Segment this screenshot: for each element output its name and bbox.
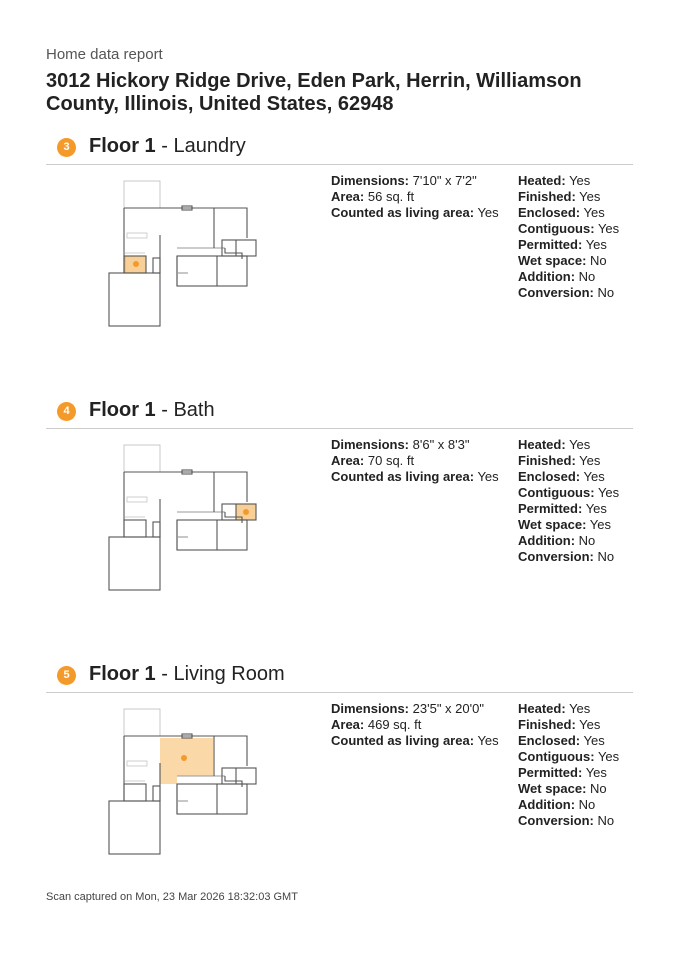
detail-label: Contiguous: — [518, 485, 595, 500]
detail-row — [518, 765, 619, 781]
detail-row — [331, 437, 499, 453]
floor-plan-image — [100, 701, 270, 861]
detail-row — [518, 485, 619, 501]
detail-value: No — [597, 549, 615, 564]
floor-label: Floor 1 — [89, 135, 156, 157]
detail-value: Yes — [585, 765, 607, 780]
detail-value: Yes — [569, 437, 591, 452]
detail-value: Yes — [583, 733, 605, 748]
detail-label: Contiguous: — [518, 749, 595, 764]
detail-label: Dimensions: — [331, 437, 410, 452]
detail-row — [518, 437, 619, 453]
detail-row — [518, 701, 619, 717]
detail-label: Contiguous: — [518, 221, 595, 236]
detail-label: Dimensions: — [331, 173, 410, 188]
detail-value: No — [590, 253, 607, 268]
detail-row — [518, 797, 619, 813]
detail-label: Area: — [331, 189, 365, 204]
detail-row — [331, 717, 499, 733]
report-title: Home data report — [46, 46, 163, 63]
room-name: Laundry — [173, 135, 246, 157]
detail-label: Heated: — [518, 173, 566, 188]
detail-row — [518, 717, 619, 733]
detail-label: Conversion: — [518, 813, 594, 828]
detail-row — [518, 781, 619, 797]
detail-label: Finished: — [518, 189, 576, 204]
detail-value: Yes — [579, 189, 601, 204]
detail-label: Area: — [331, 717, 365, 732]
room-heading — [89, 399, 215, 422]
section-divider — [46, 164, 633, 165]
room-name: Living Room — [173, 663, 285, 685]
heading-separator: - — [155, 135, 174, 157]
floor-label: Floor 1 — [89, 399, 156, 421]
detail-label: Wet space: — [518, 517, 587, 532]
detail-row — [518, 733, 619, 749]
detail-label: Permitted: — [518, 765, 583, 780]
detail-row — [331, 173, 499, 189]
detail-row — [331, 733, 499, 749]
detail-row — [518, 501, 619, 517]
room-section — [0, 135, 679, 402]
detail-value: 70 sq. ft — [367, 453, 415, 468]
property-address: 3012 Hickory Ridge Drive, Eden Park, Herrin, Williamson County, Illinois, United States, 62948 — [46, 70, 582, 115]
detail-row — [331, 189, 499, 205]
detail-value: Yes — [597, 749, 620, 764]
detail-row — [518, 549, 619, 565]
room-number-badge: 4 — [57, 402, 76, 421]
detail-value: 7'10" x 7'2" — [412, 173, 477, 188]
floor-plan-image — [100, 173, 270, 333]
section-divider — [46, 692, 633, 693]
room-number-badge: 5 — [57, 666, 76, 685]
room-heading — [89, 663, 285, 686]
detail-value: No — [597, 813, 615, 828]
detail-value: Yes — [585, 237, 607, 252]
detail-row — [518, 173, 619, 189]
detail-value: Yes — [579, 717, 601, 732]
detail-label: Permitted: — [518, 237, 583, 252]
detail-row — [518, 205, 619, 221]
room-left-details — [331, 701, 499, 749]
detail-label: Addition: — [518, 269, 576, 284]
detail-value: No — [597, 285, 615, 300]
detail-row — [331, 205, 499, 221]
detail-row — [518, 237, 619, 253]
room-left-details — [331, 173, 499, 221]
detail-label: Conversion: — [518, 549, 594, 564]
detail-value: Yes — [589, 517, 612, 532]
detail-label: Permitted: — [518, 501, 583, 516]
detail-label: Counted as living area: — [331, 205, 475, 220]
room-heading — [89, 135, 246, 158]
detail-value: Yes — [597, 221, 620, 236]
floor-label: Floor 1 — [89, 663, 156, 685]
detail-label: Addition: — [518, 533, 576, 548]
room-section — [0, 399, 679, 666]
room-right-details — [518, 173, 619, 301]
detail-row — [518, 253, 619, 269]
detail-value: Yes — [585, 501, 607, 516]
detail-row — [331, 453, 499, 469]
detail-row — [518, 189, 619, 205]
detail-value: Yes — [477, 205, 499, 220]
detail-value: Yes — [477, 469, 499, 484]
detail-row — [518, 453, 619, 469]
detail-value: Yes — [569, 173, 591, 188]
detail-value: No — [590, 781, 607, 796]
detail-row — [518, 221, 619, 237]
detail-value: 8'6" x 8'3" — [412, 437, 470, 452]
floor-plan-image — [100, 437, 270, 597]
detail-label: Conversion: — [518, 285, 594, 300]
room-number-badge: 3 — [57, 138, 76, 157]
section-divider — [46, 428, 633, 429]
room-right-details — [518, 437, 619, 565]
heading-separator: - — [155, 663, 174, 685]
detail-label: Area: — [331, 453, 365, 468]
detail-label: Finished: — [518, 453, 576, 468]
detail-row — [518, 269, 619, 285]
detail-value: 23'5" x 20'0" — [412, 701, 484, 716]
detail-label: Enclosed: — [518, 205, 581, 220]
detail-row — [331, 469, 499, 485]
detail-row — [331, 701, 499, 717]
room-left-details — [331, 437, 499, 485]
detail-row — [518, 517, 619, 533]
detail-value: Yes — [569, 701, 591, 716]
detail-label: Counted as living area: — [331, 469, 475, 484]
detail-label: Heated: — [518, 701, 566, 716]
scan-timestamp: Scan captured on Mon, 23 Mar 2026 18:32:03 GMT — [46, 891, 298, 903]
detail-value: Yes — [583, 469, 605, 484]
detail-row — [518, 533, 619, 549]
detail-label: Dimensions: — [331, 701, 410, 716]
heading-separator: - — [155, 399, 174, 421]
detail-row — [518, 749, 619, 765]
detail-value: Yes — [579, 453, 601, 468]
detail-value: No — [578, 269, 596, 284]
detail-label: Wet space: — [518, 253, 587, 268]
detail-row — [518, 285, 619, 301]
detail-label: Enclosed: — [518, 733, 581, 748]
detail-row — [518, 469, 619, 485]
detail-value: 469 sq. ft — [367, 717, 422, 732]
detail-value: No — [578, 797, 596, 812]
detail-label: Finished: — [518, 717, 576, 732]
detail-row — [518, 813, 619, 829]
detail-value: Yes — [597, 485, 620, 500]
detail-value: 56 sq. ft — [367, 189, 415, 204]
detail-value: Yes — [583, 205, 605, 220]
detail-label: Addition: — [518, 797, 576, 812]
room-name: Bath — [173, 399, 215, 421]
detail-label: Heated: — [518, 437, 566, 452]
detail-label: Wet space: — [518, 781, 587, 796]
detail-label: Counted as living area: — [331, 733, 475, 748]
detail-label: Enclosed: — [518, 469, 581, 484]
detail-value: No — [578, 533, 596, 548]
detail-value: Yes — [477, 733, 499, 748]
room-right-details — [518, 701, 619, 829]
